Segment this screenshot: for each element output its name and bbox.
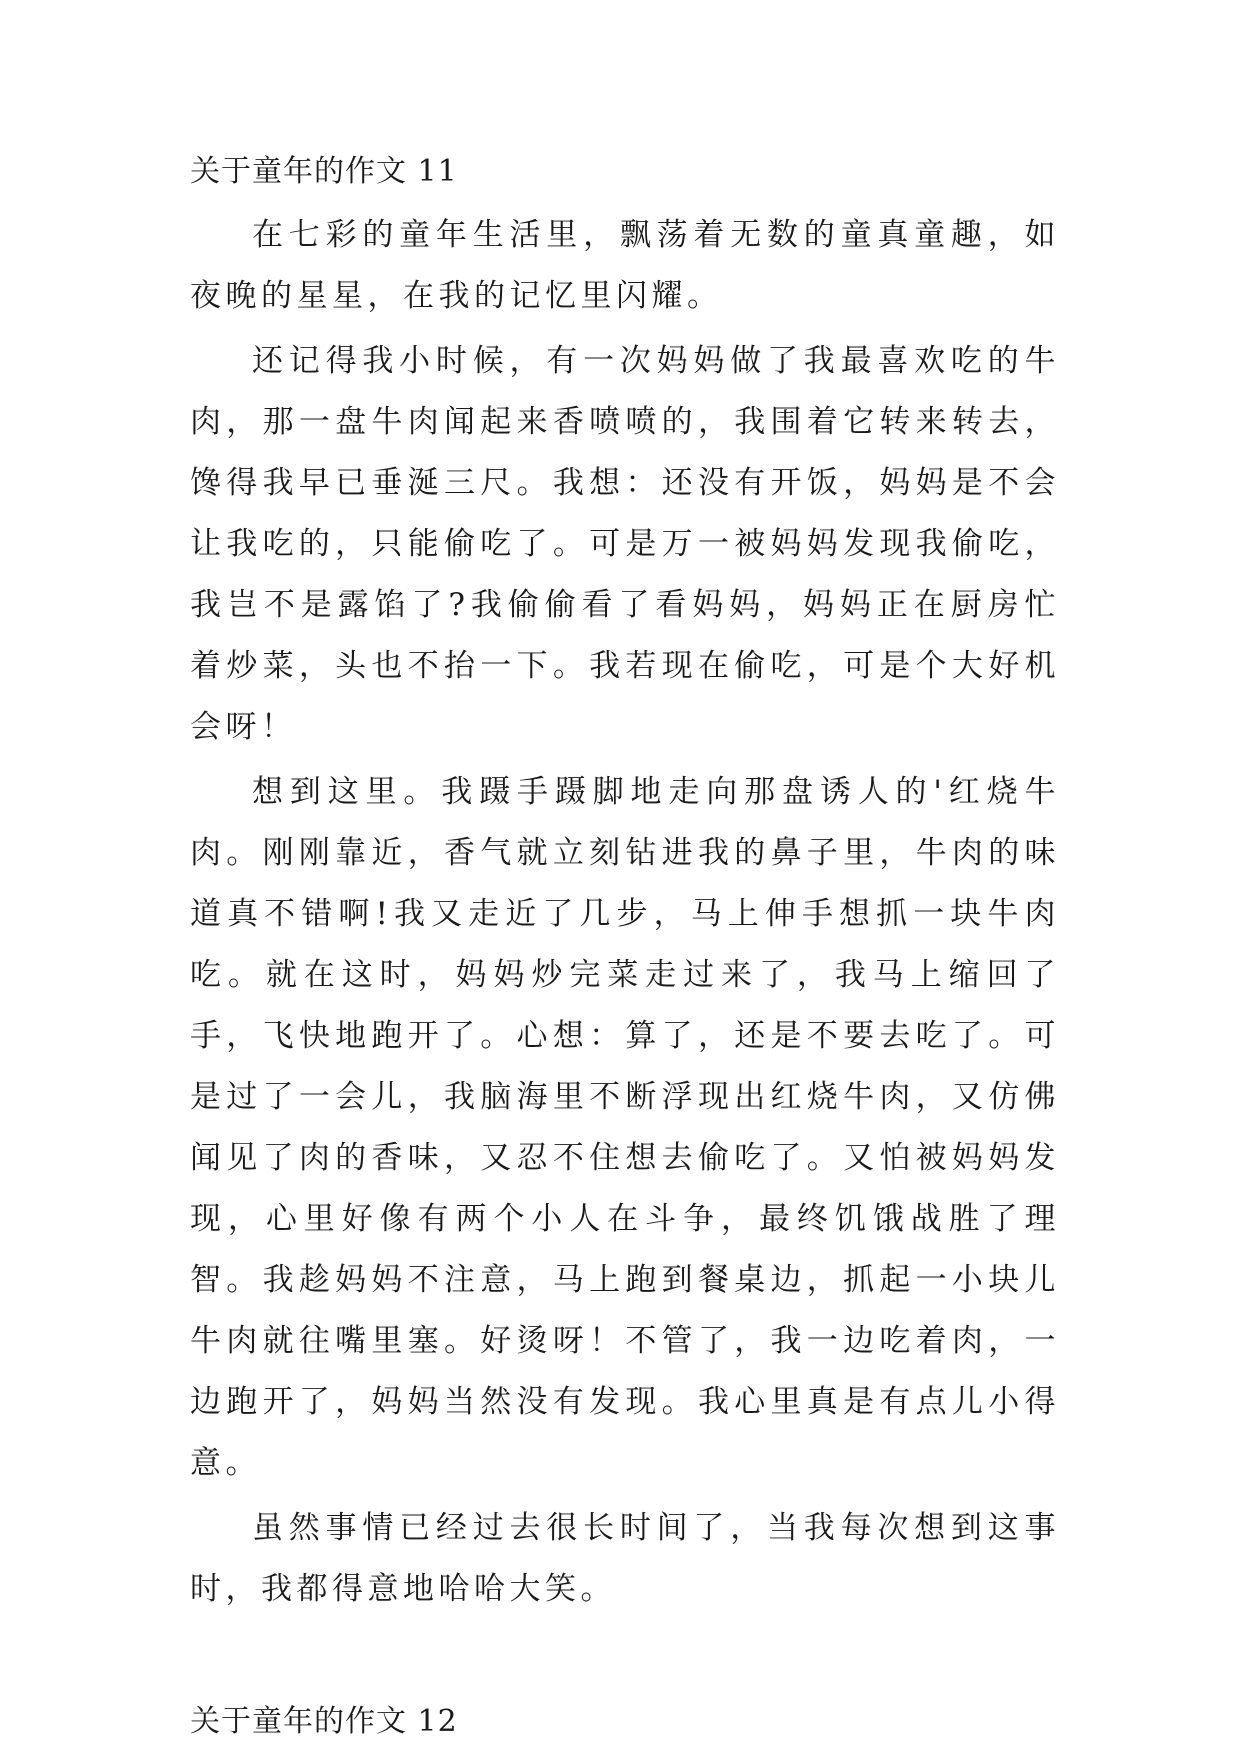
next-essay-title: 关于童年的作文 12 <box>190 1704 458 1739</box>
document-page <box>190 150 1060 1744</box>
essay-paragraph: 想到这里。我蹑手蹑脚地走向那盘诱人的'红烧牛肉。刚刚靠近，香气就立刻钻进我的鼻子里，牛肉的味道真不错啊!我又走近了几步，马上伸手想抓一块牛肉吃。就在这时，妈妈炒完菜走过来了，我马上缩回了手，飞快地跑开了。心想：算了，还是不要去吃了。可是过了一会儿，我脑海里不断浮现出红烧牛肉，又仿佛闻见了肉的香味，又忍不住想去偷吃了。又怕被妈妈发现，心里好像有两个小人在斗争，最终饥饿战胜了理智。我趁妈妈不注意，马上跑到餐桌边，抓起一小块儿牛肉就往嘴里塞。好烫呀！不管了，我一边吃着肉，一边跑开了，妈妈当然没有发现。我心里真是有点儿小得意。 <box>190 774 1060 1481</box>
essay-paragraph: 在七彩的童年生活里，飘荡着无数的童真童趣，如夜晚的星星，在我的记忆里闪耀。 <box>190 217 1060 314</box>
essay-paragraph: 虽然事情已经过去很长时间了，当我每次想到这事时，我都得意地哈哈大笑。 <box>190 1510 1060 1607</box>
section-gap <box>190 1624 1060 1700</box>
essay-paragraph: 还记得我小时候，有一次妈妈做了我最喜欢吃的牛肉，那一盘牛肉闻起来香喷喷的，我围着它转来转去，馋得我早已垂涎三尺。我想：还没有开饭，妈妈是不会让我吃的，只能偷吃了。可是万一被妈妈发现我偷吃，我岂不是露馅了?我偷偷看了看妈妈，妈妈正在厨房忙着炒菜，头也不抬一下。我若现在偷吃，可是个大好机会呀！ <box>190 343 1060 745</box>
essay-title: 关于童年的作文 11 <box>190 154 458 189</box>
